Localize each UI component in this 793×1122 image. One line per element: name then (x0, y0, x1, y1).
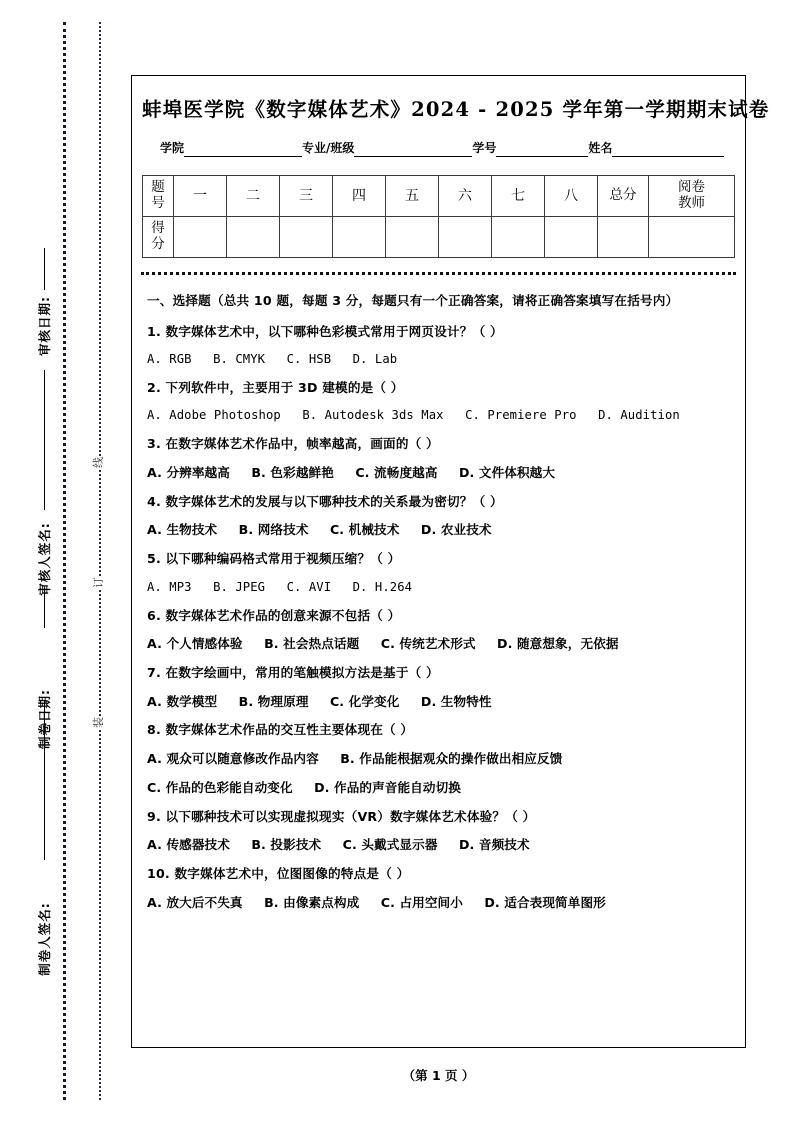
field-major-class[interactable] (302, 139, 472, 157)
q3-option-a[interactable]: A. 分辨率越高 (147, 464, 230, 480)
question-1-stem: 1. 数字媒体艺术中，以下哪种色彩模式常用于网页设计？（ ） (147, 323, 503, 339)
question-2-stem: 2. 下列软件中，主要用于 3D 建模的是（ ） (147, 379, 404, 395)
score-col-5: 五 (386, 176, 439, 217)
student-info-row (160, 139, 723, 157)
rowhead-char-1: 题 (151, 179, 165, 196)
q5-option-a[interactable]: A. MP3 (147, 579, 192, 594)
score-col-1: 一 (174, 176, 227, 217)
q7-option-c[interactable]: C. 化学变化 (329, 693, 400, 709)
score-col-2: 二 (227, 176, 280, 217)
q9-option-c[interactable]: C. 头戴式显示器 (342, 837, 438, 853)
page-footer (131, 1066, 746, 1084)
q10-option-a[interactable]: A. 放大后不失真 (147, 894, 243, 910)
q2-option-c[interactable]: C. Premiere Pro (465, 408, 577, 423)
question-8-options-line2 (147, 778, 728, 798)
question-1-options (147, 350, 728, 369)
score-table-rowhead-score (143, 217, 174, 258)
q3-option-d[interactable]: D. 文件体积越大 (458, 464, 556, 480)
score-value-1[interactable] (174, 217, 227, 258)
scorehead-char-1: 得 (151, 220, 165, 237)
score-col-total: 总分 (598, 176, 649, 217)
score-col-6: 六 (439, 176, 492, 217)
question-6-stem: 6. 数字媒体艺术作品的创意来源不包括（ ） (147, 607, 401, 623)
section-divider (141, 272, 736, 275)
page-title: 蚌埠医学院《数字媒体艺术》2024 - 2025 学年第一学期期末试卷 (142, 98, 770, 121)
q8-option-d[interactable]: D. 作品的声音能自动切换 (314, 779, 461, 795)
question-8-options-line1 (147, 749, 728, 769)
q1-option-a[interactable]: A. RGB (147, 352, 192, 367)
teacher-label-line1: 阅卷 (678, 179, 705, 196)
score-table-value-row (143, 217, 735, 258)
left-margin-strip (0, 0, 131, 1122)
field-student-id-blank[interactable] (496, 142, 588, 157)
margin-rule-2 (44, 370, 45, 510)
q2-option-b[interactable]: B. Autodesk 3ds Max (302, 408, 444, 423)
exam-paper-body (131, 75, 770, 1048)
q9-option-a[interactable]: A. 传感器技术 (147, 837, 230, 853)
score-value-3[interactable] (280, 217, 333, 258)
q4-option-a[interactable]: A. 生物技术 (147, 522, 218, 538)
score-value-7[interactable] (492, 217, 545, 258)
question-3-options (147, 463, 728, 483)
q9-option-b[interactable]: B. 投影技术 (251, 837, 322, 853)
q7-option-d[interactable]: D. 生物特性 (420, 693, 492, 709)
question-9-stem: 9. 以下哪种技术可以实现虚拟现实（VR）数字媒体艺术体验？（ ） (147, 808, 536, 824)
fold-dotted-line-inner (63, 22, 66, 1100)
fold-mark-line: 线 (92, 457, 105, 468)
q4-option-b[interactable]: B. 网络技术 (238, 522, 309, 538)
margin-label-review-date: 审核日期: (37, 296, 52, 356)
score-table (142, 175, 735, 258)
q5-option-c[interactable]: C. AVI (286, 579, 332, 594)
question-2-options (147, 406, 728, 425)
rowhead-char-2: 号 (151, 195, 165, 211)
q8-option-b[interactable]: B. 作品能根据观众的操作做出相应反馈 (340, 750, 563, 766)
field-college-label: 学院 (160, 141, 185, 155)
score-value-5[interactable] (386, 217, 439, 258)
q10-option-c[interactable]: C. 占用空间小 (380, 894, 463, 910)
q5-option-b[interactable]: B. JPEG (213, 579, 266, 594)
q8-option-a[interactable]: A. 观众可以随意修改作品内容 (147, 750, 319, 766)
score-col-teacher (649, 176, 735, 217)
score-value-6[interactable] (439, 217, 492, 258)
q8-option-c[interactable]: C. 作品的色彩能自动变化 (147, 779, 293, 795)
margin-label-paper-date: 制卷日期: (37, 689, 52, 749)
score-col-7: 七 (492, 176, 545, 217)
question-5-options (147, 578, 728, 597)
question-5-stem: 5. 以下哪种编码格式常用于视频压缩？（ ） (147, 551, 401, 567)
question-4-options (147, 520, 728, 540)
q1-option-c[interactable]: C. HSB (286, 352, 332, 367)
q3-option-b[interactable]: B. 色彩越鲜艳 (251, 464, 334, 480)
field-student-id-label: 学号 (472, 141, 497, 155)
score-table-rowhead-question (143, 176, 174, 217)
question-6-options (147, 634, 728, 654)
question-7-stem: 7. 在数字绘画中，常用的笔触模拟方法是基于（ ） (147, 665, 439, 681)
margin-label-maker-signature: 制卷人签名: (37, 902, 52, 976)
q6-option-a[interactable]: A. 个人情感体验 (147, 636, 243, 652)
teacher-label-line2: 教师 (678, 195, 705, 211)
score-value-2[interactable] (227, 217, 280, 258)
section-heading: 一、选择题（总共 10 题，每题 3 分，每题只有一个正确答案，请将正确答案填写在括号内） (147, 293, 679, 308)
field-student-id[interactable] (472, 139, 588, 157)
field-student-name-blank[interactable] (612, 142, 724, 157)
q7-option-a[interactable]: A. 数学模型 (147, 693, 218, 709)
field-student-name[interactable] (588, 139, 724, 157)
q10-option-b[interactable]: B. 由像素点构成 (264, 894, 360, 910)
q6-option-b[interactable]: B. 社会热点话题 (264, 636, 360, 652)
q1-option-d[interactable]: D. Lab (352, 352, 398, 367)
page-number: （第 1 页 ） (402, 1068, 475, 1083)
q6-option-d[interactable]: D. 随意想象，无依据 (497, 636, 619, 652)
question-7-options (147, 692, 728, 712)
q2-option-d[interactable]: D. Audition (598, 408, 680, 423)
q1-option-b[interactable]: B. CMYK (213, 352, 266, 367)
q3-option-c[interactable]: C. 流畅度越高 (355, 464, 438, 480)
fold-dotted-line-outer (99, 22, 101, 1100)
score-value-8[interactable] (545, 217, 598, 258)
field-college[interactable] (160, 139, 302, 157)
question-10-stem: 10. 数字媒体艺术中，位图图像的特点是（ ） (147, 866, 410, 882)
q10-option-d[interactable]: D. 适合表现简单图形 (484, 894, 606, 910)
margin-label-reviewer-signature: 审核人签名: (37, 522, 52, 596)
score-col-8: 八 (545, 176, 598, 217)
question-3-stem: 3. 在数字媒体艺术作品中，帧率越高，画面的（ ） (147, 436, 439, 452)
question-9-options (147, 835, 728, 855)
score-value-total[interactable] (598, 217, 649, 258)
score-col-3: 三 (280, 176, 333, 217)
q5-option-d[interactable]: D. H.264 (352, 579, 413, 594)
score-value-teacher[interactable] (649, 217, 735, 258)
field-major-class-blank[interactable] (354, 142, 472, 157)
field-student-name-label: 姓名 (588, 141, 613, 155)
q7-option-b[interactable]: B. 物理原理 (238, 693, 309, 709)
question-10-options (147, 893, 728, 913)
q4-option-d[interactable]: D. 农业技术 (420, 522, 492, 538)
q2-option-a[interactable]: A. Adobe Photoshop (147, 408, 281, 423)
scorehead-char-2: 分 (151, 236, 165, 252)
q4-option-c[interactable]: C. 机械技术 (329, 522, 400, 538)
score-col-4: 四 (333, 176, 386, 217)
q6-option-c[interactable]: C. 传统艺术形式 (380, 636, 476, 652)
score-value-4[interactable] (333, 217, 386, 258)
fold-mark-seal: 装 (92, 717, 105, 728)
field-major-class-label: 专业/班级 (302, 141, 355, 155)
question-8-stem: 8. 数字媒体艺术作品的交互性主要体现在（ ） (147, 722, 414, 738)
field-college-blank[interactable] (184, 142, 302, 157)
q9-option-d[interactable]: D. 音频技术 (458, 837, 530, 853)
score-table-header-row (143, 176, 735, 217)
fold-mark-bind: 订 (92, 577, 105, 588)
question-4-stem: 4. 数字媒体艺术的发展与以下哪种技术的关系最为密切？（ ） (147, 493, 503, 509)
questions-container (147, 291, 728, 913)
